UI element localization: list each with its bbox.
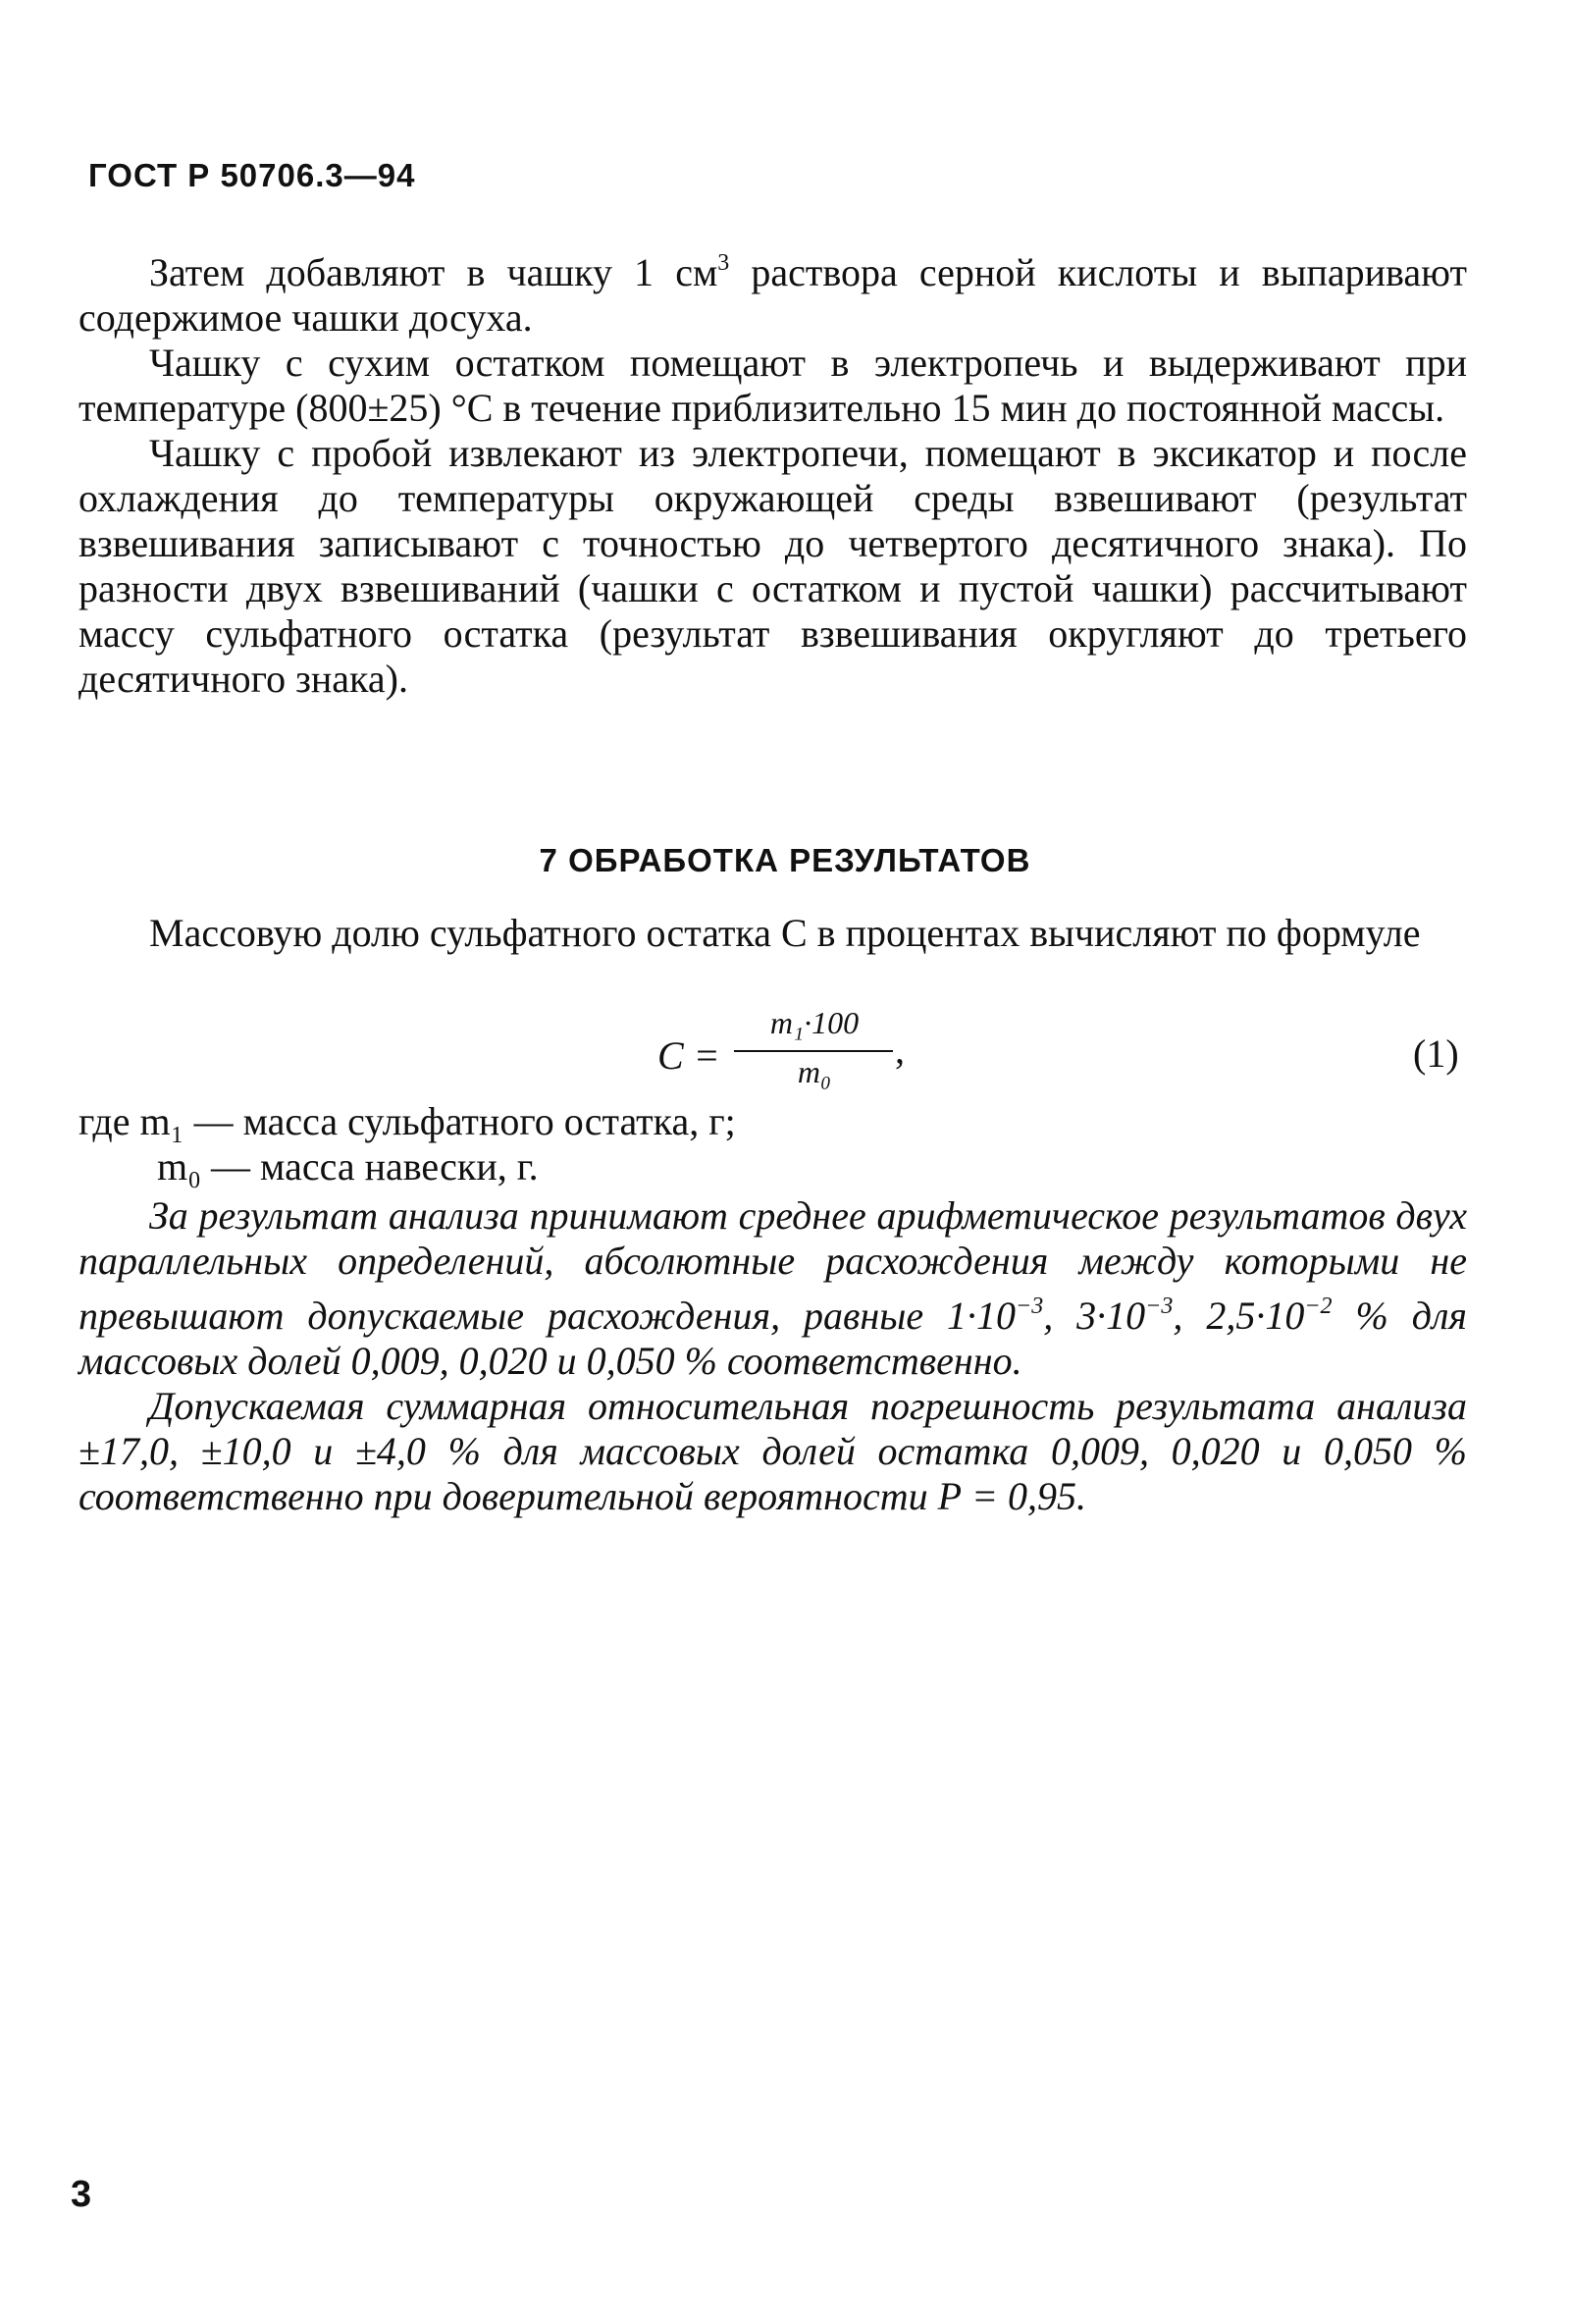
standard-header: ГОСТ Р 50706.3—94 — [88, 157, 416, 193]
results-lead — [78, 911, 1467, 956]
paragraph-1-part-b: раствора серной кислоты и выпаривают содержимое чашки досуха. — [78, 250, 1468, 340]
exponent-1: −3 — [1016, 1294, 1044, 1319]
paragraph-3: Чашку с пробой извлекают из электропечи, помещают в эксикатор и после охлаждения до температуры окружающей среды взвешивают (результат взвешивания записывают с точностью до четвертого десятичного знака). По разности двух взвешиваний (чашки с остатком и пустой чашки) рассчитывают массу сульфатного остатка (результат взвешивания округляют до третьего десятичного знака). — [78, 431, 1467, 701]
formula-numerator: m₁·100 — [769, 1005, 860, 1040]
fraction-bar — [734, 1050, 893, 1052]
exponent-2: −3 — [1145, 1294, 1174, 1319]
accuracy-text — [78, 1193, 1467, 1519]
results-lead-text: Массовую долю сульфатного остатка С в процентах вычисляют по формуле — [149, 911, 1421, 955]
intro-text — [78, 240, 1467, 702]
formula-lhs: С = — [657, 1033, 720, 1078]
legend-line-m1: где m₁ — масса сульфатного остатка, г; — [78, 1099, 736, 1143]
formula-legend — [78, 1099, 1467, 1189]
section-title: 7 ОБРАБОТКА РЕЗУЛЬТАТОВ — [539, 842, 1031, 878]
italic-p1-a: За результат анализа принимают среднее арифметическое результатов двух параллельных определений, абсолютные расхождения между которыми не превышают допускаемые расхождения, равные 1·10 — [78, 1193, 1467, 1338]
formula-denominator: m₀ — [797, 1054, 832, 1089]
superscript-3: 3 — [717, 250, 730, 276]
paragraph-1-part-a: Затем добавляют в чашку 1 см — [149, 250, 718, 294]
paragraph-1 — [78, 240, 1467, 341]
paragraph-2: Чашку с сухим остатком помещают в электропечь и выдерживают при температуре (800±25) °С в течение приблизительно 15 мин до постоянной массы. — [78, 341, 1467, 430]
exponent-3: −2 — [1304, 1294, 1333, 1319]
italic-p1-b: , 3·10 — [1043, 1294, 1146, 1338]
italic-p1-c: , 2,5·10 — [1173, 1294, 1305, 1338]
legend-line-m0: m₀ — масса навески, г. — [157, 1144, 539, 1188]
formula-comma: , — [895, 1028, 905, 1072]
italic-paragraph-1 — [78, 1193, 1467, 1384]
formula-1 — [638, 1005, 932, 1099]
italic-paragraph-2: Допускаемая суммарная относительная погрешность результата анализа ±17,0, ±10,0 и ±4,0 % для массовых долей остатка 0,009, 0,020 и 0,050 % соответственно при доверительной вероятности Р = 0,95. — [78, 1384, 1467, 1518]
page-number: 3 — [71, 2174, 92, 2215]
italic-p1-d: % для массовых долей 0,009, 0,020 и 0,050 % соответственно. — [78, 1294, 1468, 1383]
formula-number: (1) — [1413, 1031, 1459, 1076]
